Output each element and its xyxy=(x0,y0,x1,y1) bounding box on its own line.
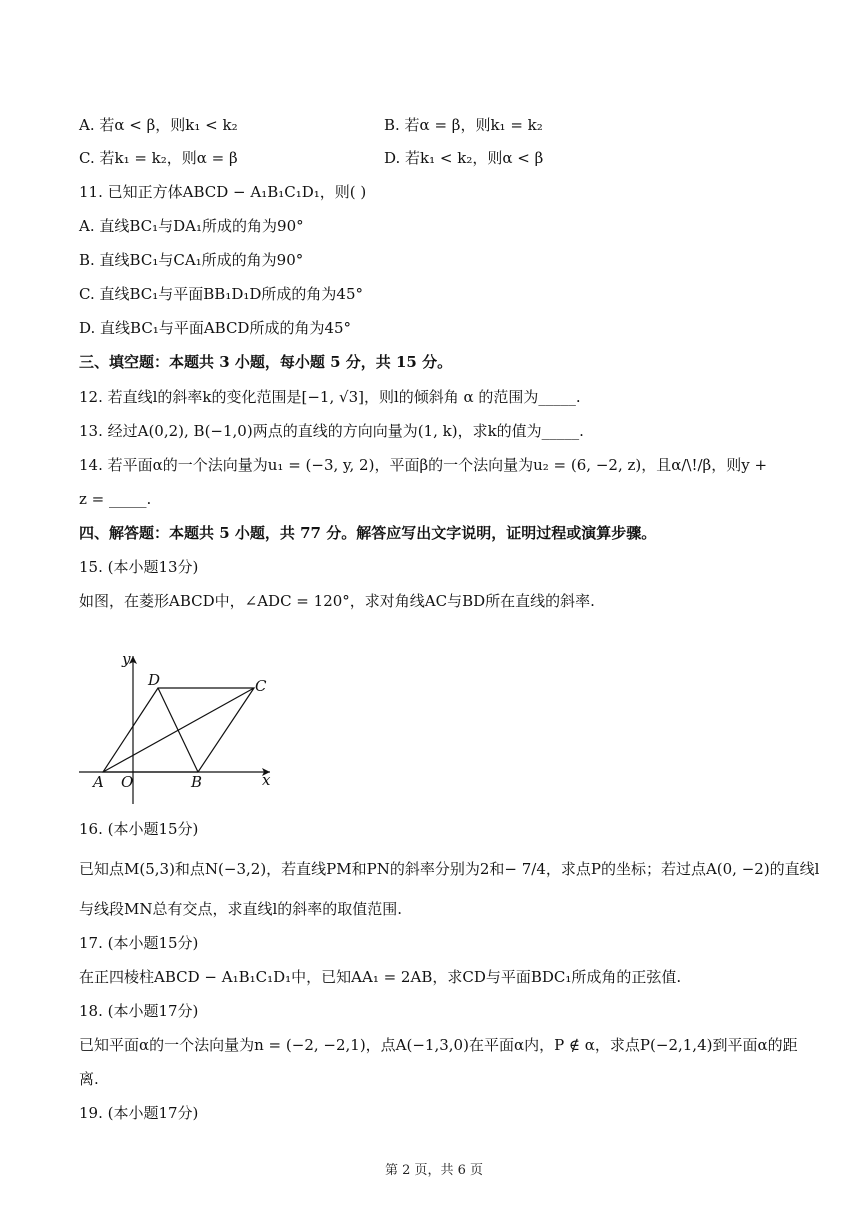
question-16-text: 已知点M(5,3)和点N(−3,2)，若直线PM和PN的斜率分别为2和− 7/4，求点P的坐标；若过点A(0, −2)的直线l xyxy=(79,860,820,878)
option-11b: B. 直线BC₁与CA₁所成的角为90° xyxy=(79,251,304,269)
option-11d: D. 直线BC₁与平面ABCD所成的角为45° xyxy=(79,319,352,337)
question-18-heading: 18. (本小题17分) xyxy=(79,1002,199,1020)
question-17-text: 在正四棱柱ABCD − A₁B₁C₁D₁中，已知AA₁ = 2AB，求CD与平面BDC₁所成角的正弦值. xyxy=(79,968,682,986)
label-x: x xyxy=(262,771,271,789)
question-14: 14. 若平面α的一个法向量为u₁ = (−3, y, 2)，平面β的一个法向量为u₂ = (6, −2, z)，且α/\!/β，则y + xyxy=(79,456,768,474)
question-11: 11. 已知正方体ABCD − A₁B₁C₁D₁，则( ) xyxy=(79,183,367,201)
question-15-text: 如图，在菱形ABCD中，∠ADC = 120°，求对角线AC与BD所在直线的斜率. xyxy=(79,592,595,610)
page-footer: 第 2 页，共 6 页 xyxy=(384,1163,484,1178)
question-15-heading: 15. (本小题13分) xyxy=(79,558,199,576)
label-y: y xyxy=(122,650,131,668)
section-heading-3: 三、填空题：本题共 3 小题，每小题 5 分，共 15 分。 xyxy=(79,353,453,371)
option-11a: A. 直线BC₁与DA₁所成的角为90° xyxy=(79,217,304,235)
section-heading-4: 四、解答题：本题共 5 小题，共 77 分。解答应写出文字说明，证明过程或演算步骤。 xyxy=(79,524,657,542)
option-10d: D. 若k₁ < k₂，则α < β xyxy=(384,149,544,167)
question-18-text: 已知平面α的一个法向量为n = (−2, −2,1)，点A(−1,3,0)在平面α内，P ∉ α，求点P(−2,1,4)到平面α的距 xyxy=(79,1036,798,1054)
question-13: 13. 经过A(0,2), B(−1,0)两点的直线的方向向量为(1, k)，求k的值为_____. xyxy=(79,422,584,440)
question-18-cont: 离. xyxy=(79,1070,99,1088)
label-b: B xyxy=(191,773,203,791)
label-d: D xyxy=(148,671,161,689)
option-11c: C. 直线BC₁与平面BB₁D₁D所成的角为45° xyxy=(79,285,363,303)
diagonal-bd xyxy=(158,688,198,772)
label-o: O xyxy=(121,773,134,791)
question-12: 12. 若直线l的斜率k的变化范围是[−1, √3]，则l的倾斜角 α 的范围为_____. xyxy=(79,388,581,406)
option-10a: A. 若α < β，则k₁ < k₂ xyxy=(79,116,238,134)
rhombus-figure xyxy=(74,648,284,808)
question-16-heading: 16. (本小题15分) xyxy=(79,820,199,838)
question-17-heading: 17. (本小题15分) xyxy=(79,934,199,952)
option-10c: C. 若k₁ = k₂，则α = β xyxy=(79,149,238,167)
question-19-heading: 19. (本小题17分) xyxy=(79,1104,199,1122)
option-10b: B. 若α = β，则k₁ = k₂ xyxy=(384,116,543,134)
rhombus-diagram xyxy=(74,648,284,808)
question-16-cont: 与线段MN总有交点，求直线l的斜率的取值范围. xyxy=(79,900,403,918)
label-a: A xyxy=(93,773,104,791)
question-14-cont: z = _____. xyxy=(79,490,152,508)
label-c: C xyxy=(255,677,267,695)
